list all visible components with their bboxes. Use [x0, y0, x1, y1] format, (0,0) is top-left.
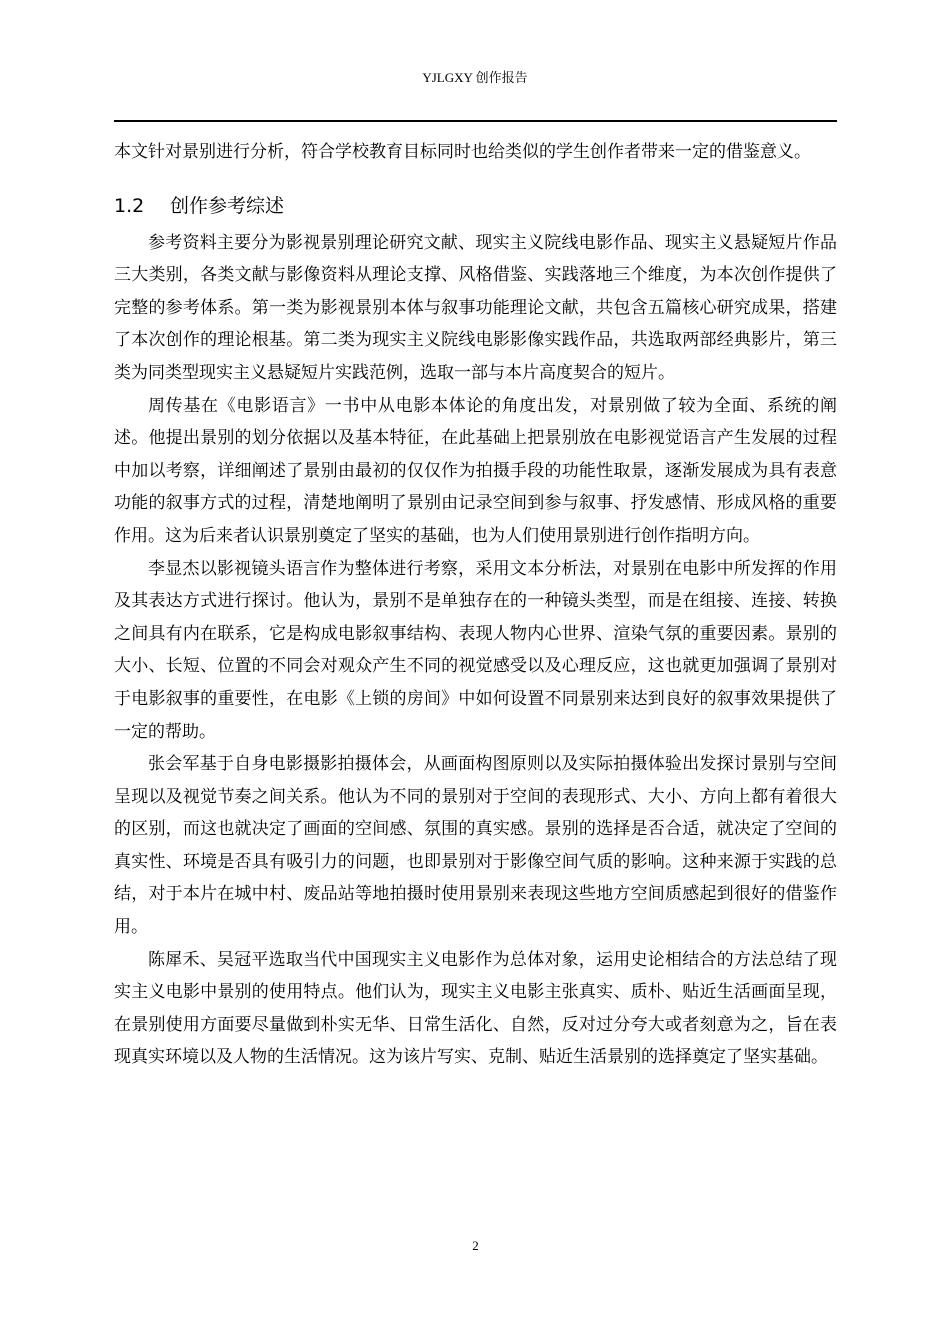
header-divider [114, 120, 837, 122]
section-number: 1.2 [114, 194, 145, 217]
body-paragraph: 参考资料主要分为影视景别理论研究文献、现实主义院线电影作品、现实主义悬疑短片作品三大类别，各类文献与影像资料从理论支撑、风格借鉴、实践落地三个维度，为本次创作提供了完整的参考体系。第一类为影视景别本体与叙事功能理论文献，共包含五篇核心研究成果，搭建了本次创作的理论根基。第二类为现实主义院线电影影像实践作品，共选取两部经典影片，第三类为同类型现实主义悬疑短片实践范例，选取一部与本片高度契合的短片。 [114, 232, 837, 383]
body-paragraph: 陈犀禾、吴冠平选取当代中国现实主义电影作为总体对象，运用史论相结合的方法总结了现实主义电影中景别的使用特点。他们认为，现实主义电影主张真实、质朴、贴近生活画面呈现，在景别使用方面要尽量做到朴实无华、日常生活化、自然，反对过分夸大或者刻意为之，旨在表现真实环境以及人物的生活情况。这为该片写实、克制、贴近生活景别的选择奠定了坚实基础。 [114, 949, 837, 1068]
section-title: 创作参考综述 [170, 194, 285, 217]
page-number: 2 [472, 1238, 479, 1253]
body-paragraph: 张会军基于自身电影摄影拍摄体会，从画面构图原则以及实际拍摄体验出发探讨景别与空间呈现以及视觉节奏之间关系。他认为不同的景别对于空间的表现形式、大小、方向上都有着很大的区别，而这也就决定了画面的空间感、氛围的真实感。景别的选择是否合适，就决定了空间的真实性、环境是否具有吸引力的问题，也即景别对于影像空间气质的影响。这种来源于实践的总结，对于本片在城中村、废品站等地拍摄时使用景别来表现这些地方空间质感起到很好的借鉴作用。 [114, 754, 837, 938]
body-paragraph: 李显杰以影视镜头语言作为整体进行考察，采用文本分析法，对景别在电影中所发挥的作用及其表达方式进行探讨。他认为，景别不是单独存在的一种镜头类型，而是在组接、连接、转换之间具有内在联系，它是构成电影叙事结构、表现人物内心世界、渲染气氛的重要因素。景别的大小、长短、位置的不同会对观众产生不同的视觉感受以及心理反应，这也就更加强调了景别对于电影叙事的重要性，在电影《上锁的房间》中如何设置不同景别来达到良好的叙事效果提供了一定的帮助。 [114, 558, 837, 742]
running-header: YJLGXY 创作报告 [422, 70, 528, 85]
lead-paragraph: 本文针对景别进行分析，符合学校教育目标同时也给类似的学生创作者带来一定的借鉴意义。 [114, 142, 811, 162]
page-body [114, 136, 837, 1074]
body-paragraph: 周传基在《电影语言》一书中从电影本体论的角度出发，对景别做了较为全面、系统的阐述。他提出景别的划分依据以及基本特征，在此基础上把景别放在电影视觉语言产生发展的过程中加以考察，详细阐述了景别由最初的仅仅作为拍摄手段的功能性取景，逐渐发展成为具有表意功能的叙事方式的过程，清楚地阐明了景别由记录空间到参与叙事、抒发感情、形成风格的重要作用。这为后来者认识景别奠定了坚实的基础，也为人们使用景别进行创作指明方向。 [114, 395, 837, 546]
section-heading [114, 189, 837, 223]
